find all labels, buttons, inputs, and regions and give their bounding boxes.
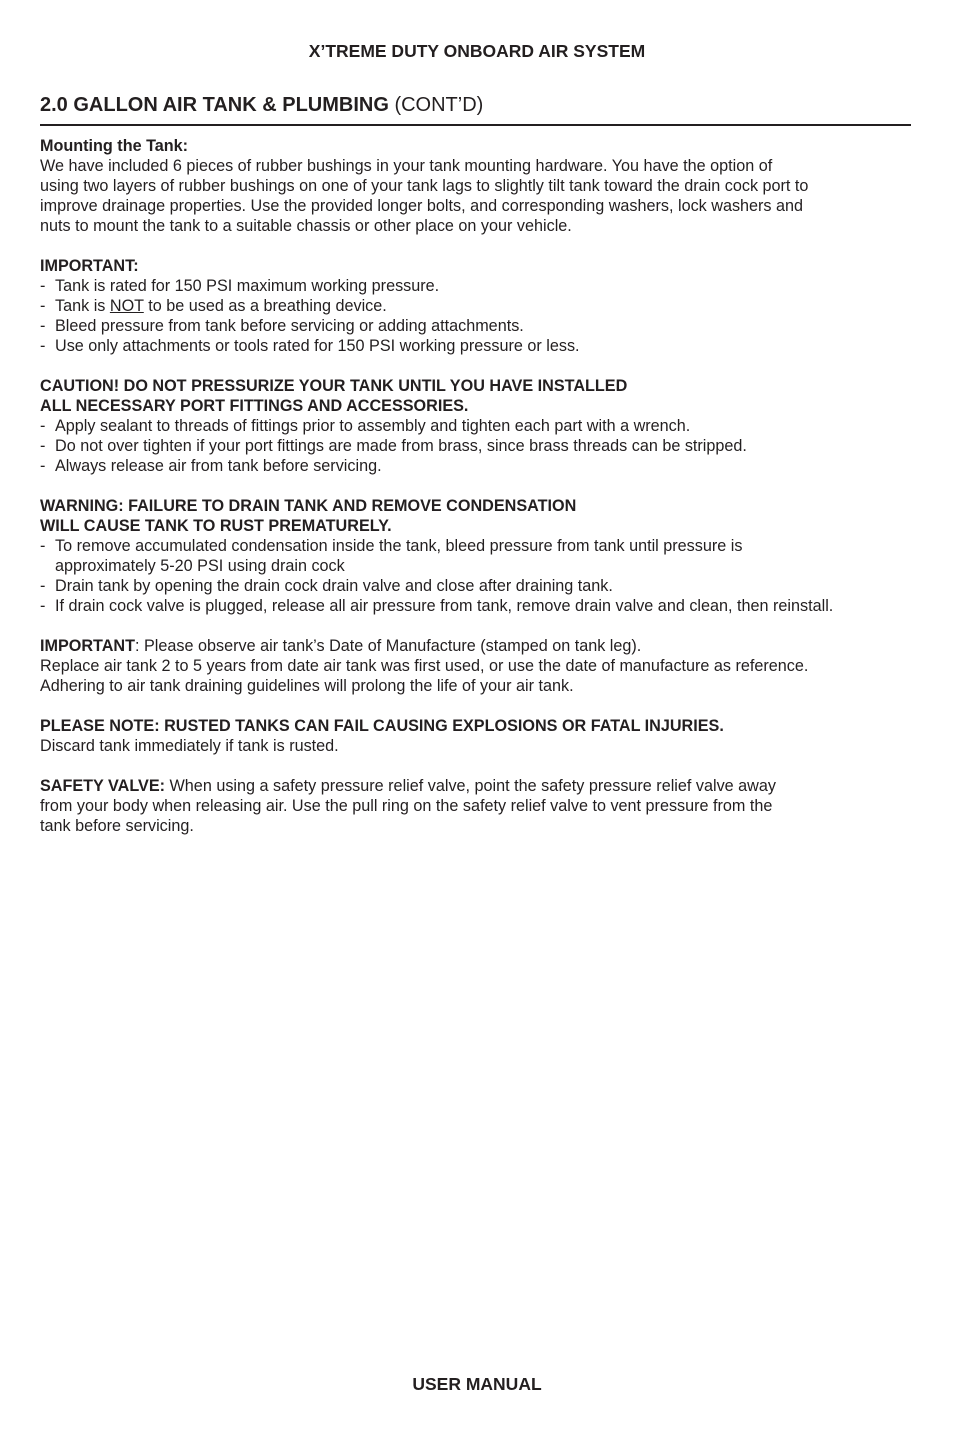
section-title-suffix: (CONT’D) — [388, 94, 484, 116]
safety-valve-line: from your body when releasing air. Use the pull ring on the safety relief valve to vent pressure from the — [40, 797, 773, 815]
caution-heading: CAUTION! DO NOT PRESSURIZE YOUR TANK UNTIL YOU HAVE INSTALLED — [40, 377, 628, 395]
list-item-text: To remove accumulated condensation inside the tank, bleed pressure from tank until pressure is — [55, 537, 743, 555]
mounting-heading: Mounting the Tank: — [40, 137, 189, 155]
list-item: - Do not over tighten if your port fittings are made from brass, since brass threads can be stripped. — [40, 436, 920, 456]
mounting-section — [40, 136, 920, 236]
safety-valve-section — [40, 776, 920, 836]
important-text: : Please observe air tank’s Date of Manufacture (stamped on tank leg). — [135, 637, 642, 655]
list-item: - Tank is rated for 150 PSI maximum working pressure. — [40, 276, 920, 296]
please-note-section — [40, 716, 920, 756]
important-label: IMPORTANT — [40, 637, 136, 655]
list-item-text: Tank is — [55, 297, 110, 315]
important-section — [40, 256, 920, 356]
safety-valve-line: tank before servicing. — [40, 817, 194, 835]
section-title — [40, 92, 911, 126]
section-title-main: 2.0 GALLON AIR TANK & PLUMBING — [40, 94, 389, 116]
list-item: - If drain cock valve is plugged, release all air pressure from tank, remove drain valve and clean, then reinstall. — [40, 596, 920, 616]
page-header: X’TREME DUTY ONBOARD AIR SYSTEM — [308, 41, 646, 61]
list-item: - Always release air from tank before servicing. — [40, 456, 920, 476]
list-item: - Use only attachments or tools rated for 150 PSI working pressure or less. — [40, 336, 920, 356]
safety-valve-text: When using a safety pressure relief valve, point the safety pressure relief valve away — [165, 777, 776, 795]
list-item-text: to be used as a breathing device. — [143, 297, 387, 315]
please-note-heading: PLEASE NOTE: RUSTED TANKS CAN FAIL CAUSING EXPLOSIONS OR FATAL INJURIES. — [40, 717, 724, 735]
mounting-line: We have included 6 pieces of rubber bushings in your tank mounting hardware. You have the option of — [40, 157, 773, 175]
important-manufacture-section — [40, 636, 920, 696]
caution-section — [40, 376, 920, 476]
important-manufacture-line: Adhering to air tank draining guidelines will prolong the life of your air tank. — [40, 677, 574, 695]
caution-list — [40, 416, 920, 476]
document-content — [40, 136, 920, 856]
list-item-text: approximately 5-20 PSI using drain cock — [55, 557, 345, 575]
warning-heading: WILL CAUSE TANK TO RUST PREMATURELY. — [40, 517, 392, 535]
important-manufacture-line — [40, 636, 920, 656]
important-list — [40, 276, 920, 356]
important-heading: IMPORTANT: — [40, 257, 139, 275]
caution-heading: ALL NECESSARY PORT FITTINGS AND ACCESSORIES. — [40, 397, 469, 415]
mounting-line: improve drainage properties. Use the provided longer bolts, and corresponding washers, lock washers and — [40, 197, 804, 215]
page-footer: USER MANUAL — [412, 1374, 542, 1394]
warning-section — [40, 496, 920, 616]
mounting-line: using two layers of rubber bushings on one of your tank lags to slightly tilt tank toward the drain cock port to — [40, 177, 809, 195]
list-item — [40, 536, 920, 576]
underlined-not: NOT — [109, 297, 144, 315]
list-item — [40, 296, 920, 316]
warning-heading: WARNING: FAILURE TO DRAIN TANK AND REMOVE CONDENSATION — [40, 497, 577, 515]
list-item: - Apply sealant to threads of fittings prior to assembly and tighten each part with a wrench. — [40, 416, 920, 436]
please-note-line: Discard tank immediately if tank is rusted. — [40, 737, 339, 755]
important-manufacture-line: Replace air tank 2 to 5 years from date air tank was first used, or use the date of manufacture as reference. — [40, 657, 809, 675]
mounting-line: nuts to mount the tank to a suitable chassis or other place on your vehicle. — [40, 217, 572, 235]
list-item: - Bleed pressure from tank before servicing or adding attachments. — [40, 316, 920, 336]
list-item: - Drain tank by opening the drain cock drain valve and close after draining tank. — [40, 576, 920, 596]
safety-valve-label: SAFETY VALVE: — [40, 777, 166, 795]
safety-valve-line — [40, 776, 920, 796]
warning-list — [40, 536, 920, 616]
